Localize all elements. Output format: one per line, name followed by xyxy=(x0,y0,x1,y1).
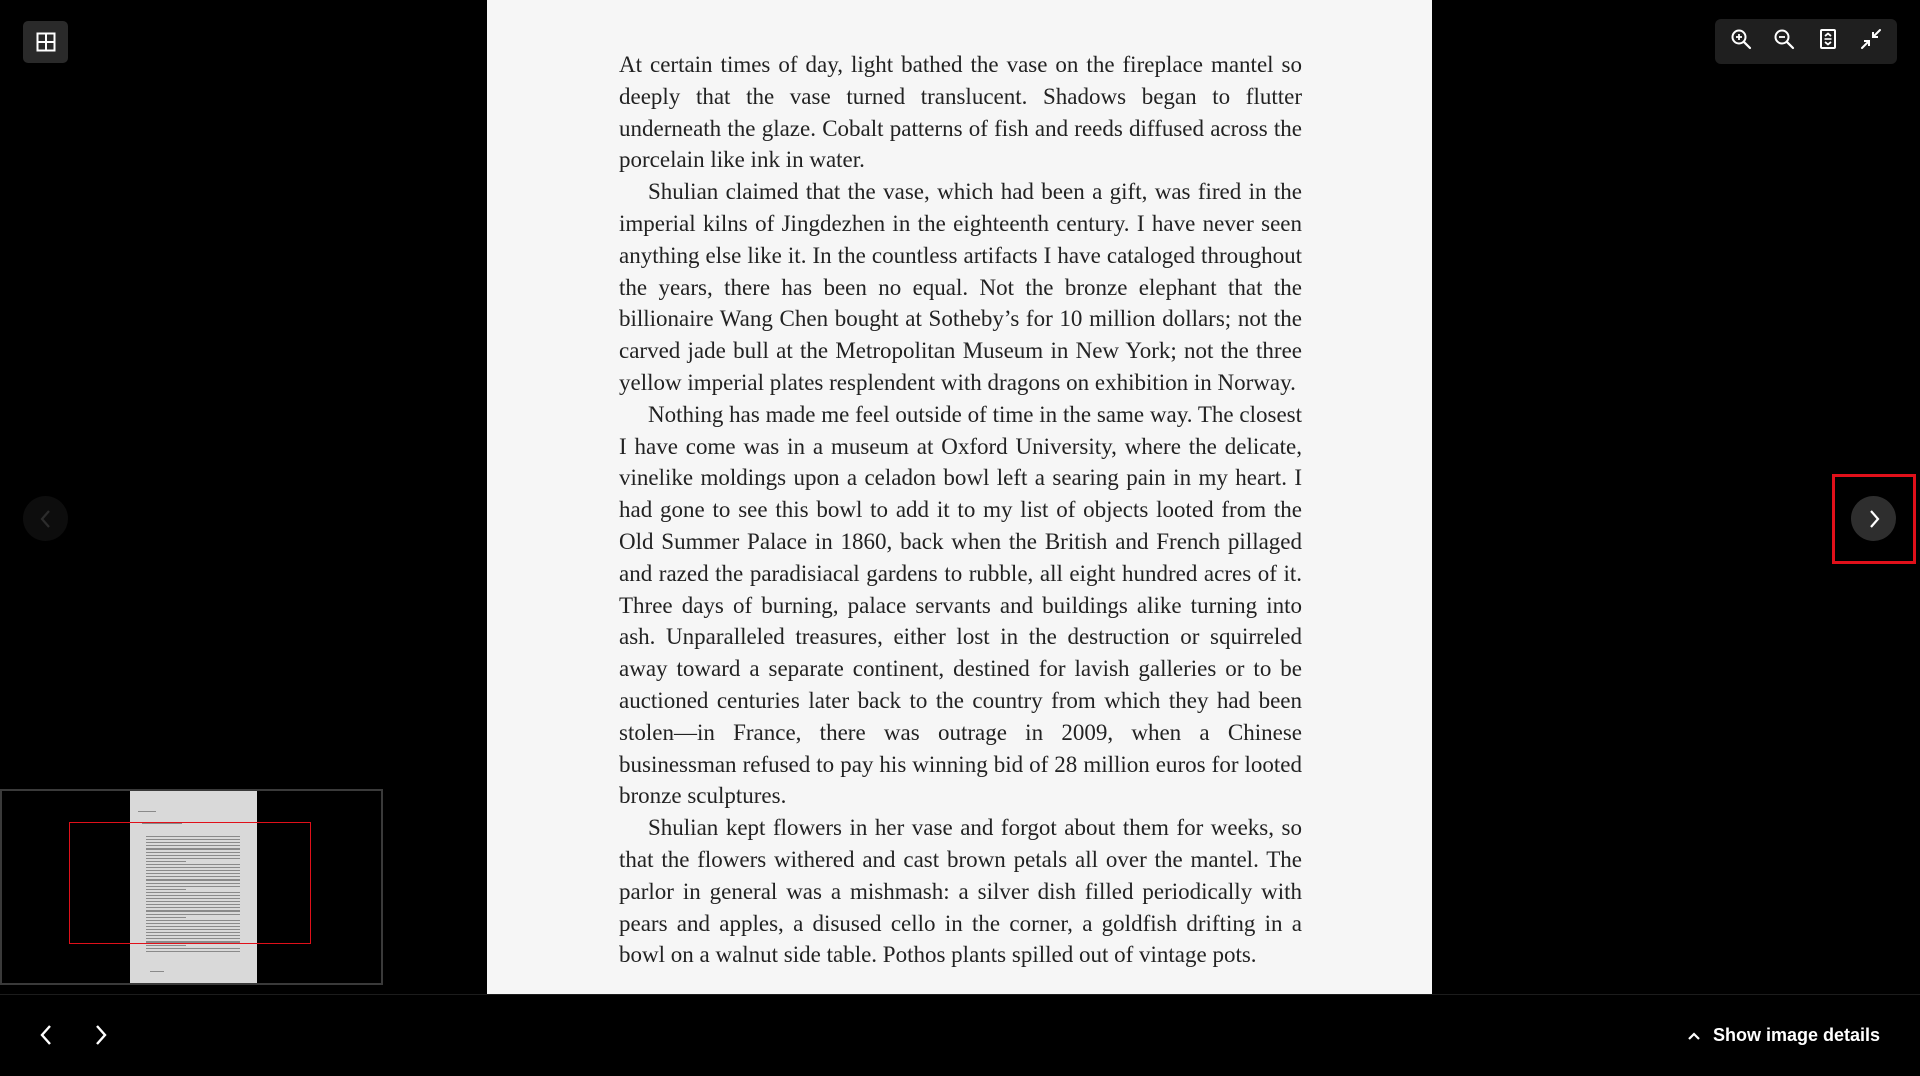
zoom-out-button[interactable] xyxy=(1763,21,1805,63)
exit-fullscreen-button[interactable] xyxy=(1850,21,1892,63)
previous-image-button[interactable] xyxy=(23,496,68,541)
page-text xyxy=(619,49,1302,971)
minimap-text-line xyxy=(146,948,240,949)
minimap-text-line xyxy=(138,811,156,812)
gallery-view-button[interactable] xyxy=(23,21,68,63)
zoom-in-icon xyxy=(1730,28,1752,55)
show-image-details-label: Show image details xyxy=(1712,1024,1880,1045)
zoom-in-button[interactable] xyxy=(1720,21,1762,63)
chevron-left-icon xyxy=(38,508,54,530)
next-image-button[interactable] xyxy=(1851,496,1896,541)
minimap[interactable] xyxy=(0,789,383,985)
minimap-text-line xyxy=(150,971,164,972)
bottom-next-button[interactable] xyxy=(81,1015,121,1055)
zoom-out-icon xyxy=(1773,28,1795,55)
paragraph-2: Shulian claimed that the vase, which had been a gift, was fired in the imperial kilns of Jingdezhen in the eighteenth century. I have never seen anything else like it. In the countless artifacts I have cataloged throughout the years, there has been no equal. Not the bronze elephant that the billionaire Wang Chen bought at Sotheby’s for 10 million dollars; not the carved jade bull at the Metropolitan Museum in New York; not the three yellow imperial plates resplendent with dragons on exhibition in Norway. xyxy=(619,179,1302,395)
minimap-text-line xyxy=(146,951,240,952)
minimap-text-line xyxy=(146,945,186,946)
chevron-right-icon xyxy=(93,1023,109,1047)
bottom-bar xyxy=(0,994,1920,1076)
show-image-details-button[interactable] xyxy=(1687,1019,1880,1051)
chevron-right-icon xyxy=(1866,508,1882,530)
exit-fullscreen-icon xyxy=(1860,28,1882,55)
paragraph-4: Shulian kept flowers in her vase and forgot about them for weeks, so that the flowers withered and cast brown petals all over the mantel. The parlor in general was a mishmash: a silver dish filled periodically with pears and apples, a disused cello in the corner, a goldfish drifting in a bowl on a walnut side table. Pothos plants spilled out of vintage pots. xyxy=(619,815,1302,968)
fit-to-page-icon xyxy=(1817,28,1839,55)
chevron-left-icon xyxy=(38,1023,54,1047)
chevron-up-icon xyxy=(1687,1025,1701,1046)
paragraph-3: Nothing has made me feel outside of time in the same way. The closest I have come was in a museum at Oxford University, where the delicate, vinelike moldings upon a celadon bowl left a searing pain in my heart. I had gone to see this bowl to add it to my list of objects looted from the Old Summer Palace in 1860, back when the British and French pillaged and razed the paradisiacal gardens to rubble, all eight hundred acres of it. Three days of burning, palace servants and buildings alike turning into ash. Unparalleled treasures, either lost in the destruction or squirreled away toward a separate continent, destined for lavish galleries or to be auctioned centuries later back to the country from which they had been stolen—in France, there was outrage in 2009, when a Chinese businessman refused to pay his winning bid of 28 million euros for looted bronze sculptures. xyxy=(619,401,1302,809)
book-page-image xyxy=(487,0,1432,994)
minimap-viewport-indicator[interactable] xyxy=(69,822,311,944)
grid-icon xyxy=(36,32,56,52)
zoom-toolbar xyxy=(1715,19,1897,64)
paragraph-1: At certain times of day, light bathed the vase on the fireplace mantel so deeply that the vase turned translucent. Shadows began to flutter underneath the glaze. Cobalt patterns of fish and reeds diffused across the porcelain like ink in water. xyxy=(619,52,1302,173)
bottom-previous-button[interactable] xyxy=(26,1015,66,1055)
fit-to-page-button[interactable] xyxy=(1807,21,1849,63)
